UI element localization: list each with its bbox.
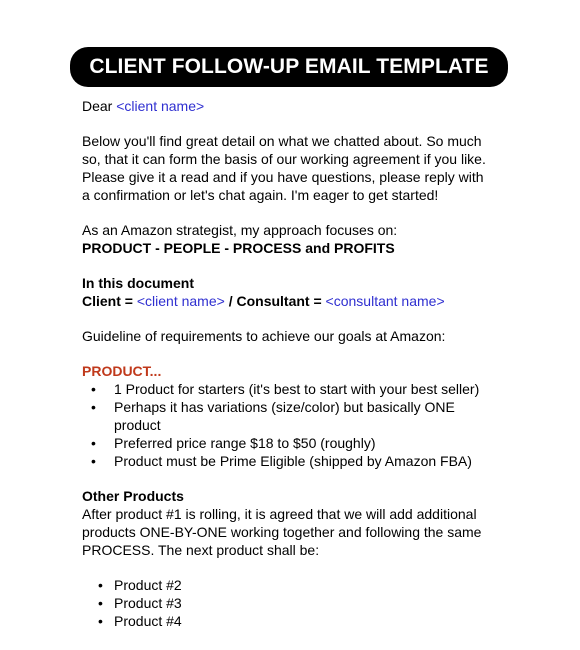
- list-item: • Preferred price range $18 to $50 (roughly): [91, 435, 376, 451]
- product-heading: PRODUCT...: [82, 363, 162, 379]
- in-document-heading: In this document: [82, 275, 194, 291]
- document-body: [82, 97, 522, 630]
- list-item: • Perhaps it has variations (size/color) but basically ONE product: [91, 399, 455, 433]
- bullet-icon: •: [91, 453, 96, 469]
- other-products-line: products ONE-BY-ONE working together and following the same: [82, 524, 482, 540]
- bullet-icon: •: [91, 435, 96, 451]
- consultant-label: / Consultant =: [224, 293, 326, 309]
- intro-line: Below you'll find great detail on what we chatted about. So much: [82, 133, 482, 149]
- guideline-text: Guideline of requirements to achieve our goals at Amazon:: [82, 328, 446, 344]
- other-products-line: PROCESS. The next product shall be:: [82, 542, 320, 558]
- list-item: • Product must be Prime Eligible (shipped by Amazon FBA): [91, 453, 472, 469]
- other-products-heading: Other Products: [82, 488, 184, 504]
- intro-paragraph: [82, 132, 522, 204]
- client-consultant-line: [82, 292, 522, 310]
- intro-line: so, that it can form the basis of our working agreement if you like.: [82, 151, 486, 167]
- intro-line: Please give it a read and if you have questions, please reply with: [82, 169, 484, 185]
- bullet-icon: •: [98, 613, 103, 629]
- client-label: Client =: [82, 293, 137, 309]
- document-title: CLIENT FOLLOW-UP EMAIL TEMPLATE: [89, 55, 489, 78]
- consultant-name-placeholder: <consultant name>: [325, 293, 445, 309]
- list-item: • Product #4: [98, 613, 182, 629]
- bullet-icon: •: [98, 595, 103, 611]
- bullet-icon: •: [91, 399, 96, 415]
- product-requirements-list: [82, 380, 522, 470]
- intro-line: a confirmation or let's chat again. I'm eager to get started!: [82, 187, 439, 203]
- approach-focus: PRODUCT - PEOPLE - PROCESS and PROFITS: [82, 240, 395, 256]
- other-products-line: After product #1 is rolling, it is agreed that we will add additional: [82, 506, 477, 522]
- list-item: • Product #3: [98, 595, 182, 611]
- approach-line: As an Amazon strategist, my approach focuses on:: [82, 222, 398, 238]
- list-item: • 1 Product for starters (it's best to start with your best seller): [91, 381, 480, 397]
- greeting-prefix: Dear: [82, 98, 117, 114]
- client-name-placeholder: <client name>: [136, 293, 225, 309]
- greeting: [82, 97, 522, 115]
- title-banner: [70, 47, 508, 87]
- bullet-icon: •: [91, 381, 96, 397]
- client-name-placeholder: <client name>: [116, 98, 205, 114]
- list-item: • Product #2: [98, 577, 182, 593]
- bullet-icon: •: [98, 577, 103, 593]
- next-products-list: [82, 576, 522, 630]
